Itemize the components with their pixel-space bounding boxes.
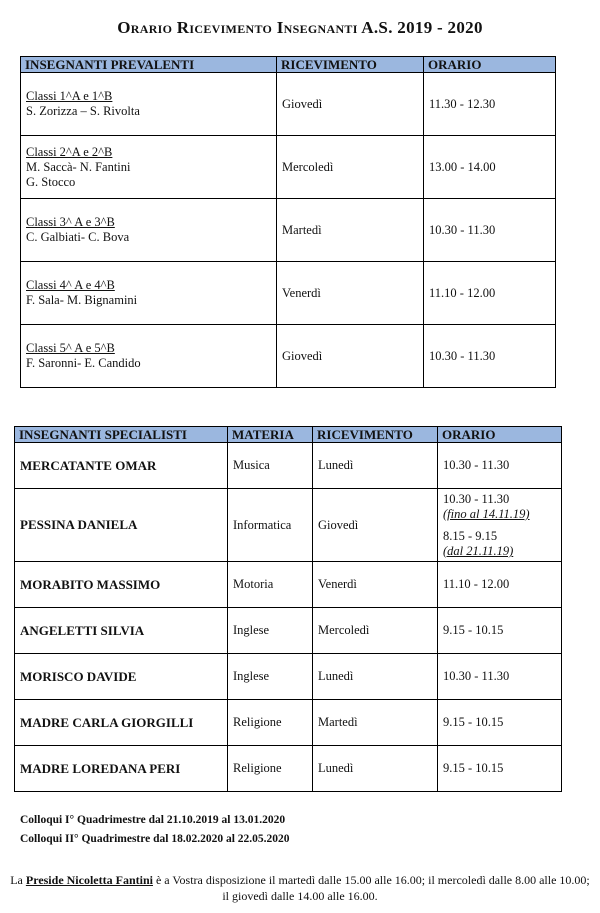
column-header: RICEVIMENTO (313, 427, 438, 443)
table-row (21, 262, 556, 325)
time-cell: 9.15 - 10.15 (438, 746, 562, 792)
table-row (15, 562, 562, 608)
teacher-name-cell: PESSINA DANIELA (15, 489, 228, 562)
teacher-name-cell: MERCATANTE OMAR (15, 443, 228, 489)
teacher-names: C. Galbiati- C. Bova (26, 230, 130, 244)
day-cell: Martedì (277, 199, 424, 262)
table-row (15, 746, 562, 792)
subject-cell: Religione (228, 746, 313, 792)
classi-label: Classi 3^ A e 3^B (26, 215, 115, 229)
table-row (15, 608, 562, 654)
classi-cell (21, 199, 277, 262)
prevalenti-table (20, 56, 556, 388)
classi-cell (21, 325, 277, 388)
classi-cell (21, 136, 277, 199)
subject-cell: Religione (228, 700, 313, 746)
teacher-name-cell: MADRE CARLA GIORGILLI (15, 700, 228, 746)
column-header: ORARIO (438, 427, 562, 443)
teacher-name-cell: MORISCO DAVIDE (15, 654, 228, 700)
table-row (15, 443, 562, 489)
classi-label: Classi 2^A e 2^B (26, 144, 113, 159)
colloqui-second-term: Colloqui II° Quadrimestre dal 18.02.2020 al 22.05.2020 (20, 833, 290, 845)
day-cell: Lunedì (313, 746, 438, 792)
teacher-names: F. Sala- M. Bignamini (26, 293, 138, 307)
column-header: INSEGNANTI SPECIALISTI (15, 427, 228, 443)
footer-text: è a Vostra disposizione il martedì dalle 15.00 alle 16.00; il mercoledì dalle 8.00 alle 10.00; il giovedì dalle 14.00 alle 16.00. (152, 873, 590, 903)
teacher-names: M. Saccà- N. Fantini (26, 159, 131, 174)
table-row (15, 489, 562, 562)
column-header: INSEGNANTI PREVALENTI (21, 57, 277, 73)
table-row (21, 199, 556, 262)
footer-prefix: La (10, 873, 26, 887)
preside-name: Preside Nicoletta Fantini (25, 873, 153, 887)
teacher-names: F. Saronni- E. Candido (26, 356, 141, 370)
time-cell: 10.30 - 11.30 (438, 654, 562, 700)
time-cell: 11.30 - 12.30 (424, 73, 556, 136)
time-cell: 9.15 - 10.15 (438, 608, 562, 654)
table-header-row (21, 57, 556, 73)
teacher-name-cell: MADRE LOREDANA PERI (15, 746, 228, 792)
column-header: MATERIA (228, 427, 313, 443)
subject-cell: Musica (228, 443, 313, 489)
validity-note: (dal 21.11.19) (443, 544, 514, 558)
table-row (21, 136, 556, 199)
table-row (15, 654, 562, 700)
time-slot: 8.15 - 9.15 (443, 529, 498, 543)
day-cell: Lunedì (313, 654, 438, 700)
time-slot: 10.30 - 11.30 (443, 492, 510, 506)
classi-cell (21, 262, 277, 325)
classi-cell (21, 73, 277, 136)
colloqui-first-term: Colloqui I° Quadrimestre dal 21.10.2019 al 13.01.2020 (20, 814, 286, 826)
classi-label: Classi 1^A e 1^B (26, 89, 113, 103)
time-cell: 11.10 - 12.00 (424, 262, 556, 325)
day-cell: Lunedì (313, 443, 438, 489)
subject-cell: Inglese (228, 654, 313, 700)
table-header-row (15, 427, 562, 443)
day-cell: Giovedì (277, 73, 424, 136)
specialisti-table (14, 426, 562, 792)
subject-cell: Motoria (228, 562, 313, 608)
time-cell (438, 489, 562, 562)
day-cell: Venerdì (313, 562, 438, 608)
time-cell: 13.00 - 14.00 (424, 136, 556, 199)
teacher-name-cell: ANGELETTI SILVIA (15, 608, 228, 654)
subject-cell: Inglese (228, 608, 313, 654)
column-header: RICEVIMENTO (277, 57, 424, 73)
footer-note (10, 872, 590, 904)
page-title: Orario Ricevimento Insegnanti A.S. 2019 - 2020 (117, 18, 483, 37)
column-header: ORARIO (424, 57, 556, 73)
time-cell: 11.10 - 12.00 (438, 562, 562, 608)
teacher-names: S. Zorizza – S. Rivolta (26, 104, 140, 118)
time-cell: 10.30 - 11.30 (424, 325, 556, 388)
day-cell: Giovedì (313, 489, 438, 562)
time-cell: 10.30 - 11.30 (424, 199, 556, 262)
table-row (21, 73, 556, 136)
day-cell: Venerdì (277, 262, 424, 325)
table-row (15, 700, 562, 746)
classi-label: Classi 5^ A e 5^B (26, 341, 115, 355)
teacher-names: G. Stocco (26, 174, 76, 189)
time-cell: 10.30 - 11.30 (438, 443, 562, 489)
day-cell: Mercoledì (277, 136, 424, 199)
day-cell: Martedì (313, 700, 438, 746)
table-row (21, 325, 556, 388)
day-cell: Giovedì (277, 325, 424, 388)
teacher-name-cell: MORABITO MASSIMO (15, 562, 228, 608)
validity-note: (fino al 14.11.19) (443, 507, 530, 521)
subject-cell: Informatica (228, 489, 313, 562)
classi-label: Classi 4^ A e 4^B (26, 278, 115, 292)
day-cell: Mercoledì (313, 608, 438, 654)
time-cell: 9.15 - 10.15 (438, 700, 562, 746)
